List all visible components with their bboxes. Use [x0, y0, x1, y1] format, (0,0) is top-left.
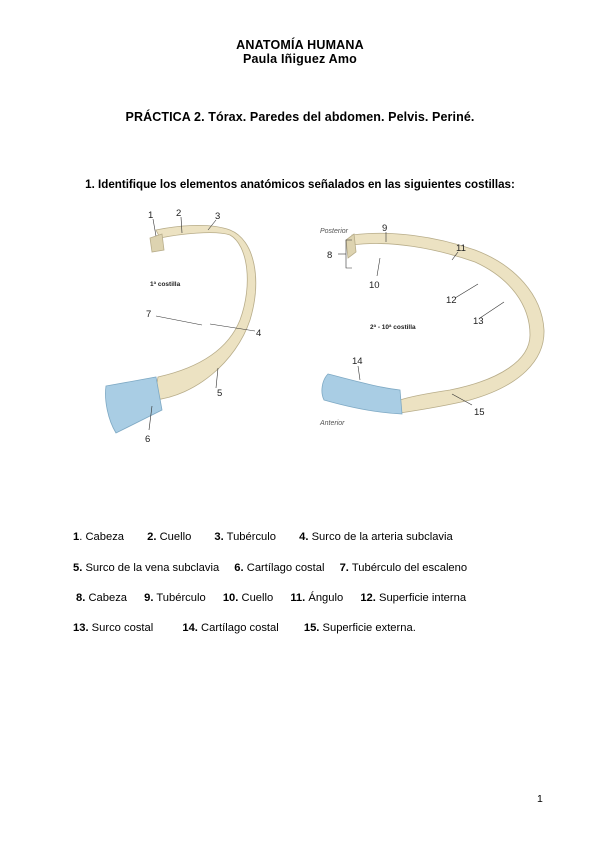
answer-6: 6. Cartílago costal [234, 562, 325, 574]
fig-number-4: 4 [256, 328, 262, 339]
typical-rib-illustration [319, 223, 544, 427]
answers-row-3 [76, 592, 466, 604]
leader-14 [358, 366, 360, 380]
posterior-label: Posterior [320, 228, 349, 235]
document-title: ANATOMÍA HUMANA [236, 38, 364, 52]
leader-10 [377, 258, 380, 276]
practice-title: PRÁCTICA 2. Tórax. Paredes del abdomen. Pelvis. Periné. [125, 110, 475, 124]
fig-number-6: 6 [145, 434, 151, 445]
anterior-label: Anterior [320, 420, 345, 427]
leader-1 [153, 219, 156, 236]
answer-8: 8. Cabeza [76, 592, 128, 604]
answer-7: 7. Tubérculo del escaleno [339, 562, 468, 574]
fig-number-12: 12 [446, 295, 457, 306]
ribs-figure [90, 200, 560, 450]
fig-number-3: 3 [215, 211, 221, 222]
fig-number-10: 10 [369, 280, 380, 291]
answer-13: 13. Surco costal [73, 622, 154, 634]
leader-12 [455, 284, 478, 298]
first-rib-bone [154, 225, 256, 400]
answer-4: 4. Surco de la arteria subclavia [299, 531, 453, 543]
fig-number-2: 2 [176, 208, 182, 219]
fig-number-15: 15 [474, 407, 485, 418]
fig-number-7: 7 [146, 309, 152, 320]
answer-14: 14. Cartílago costal [182, 622, 279, 634]
answers-row-4 [73, 622, 416, 634]
fig-number-8: 8 [327, 250, 333, 261]
fig-number-9: 9 [382, 223, 388, 234]
answer-5: 5. Surco de la vena subclavia [73, 562, 220, 574]
leader-7 [156, 316, 202, 325]
leader-13 [480, 302, 504, 318]
answer-10: 10. Cuello [222, 592, 274, 604]
page-number: 1 [537, 793, 543, 805]
answer-1: 1. Cabeza [73, 531, 125, 543]
rib2-caption: 2ª - 10ª costilla [370, 324, 416, 331]
answer-15: 15. Superficie externa. [303, 622, 416, 634]
answers-row-1 [73, 531, 453, 543]
answer-9: 9. Tubérculo [144, 592, 206, 604]
question-text: 1. Identifique los elementos anatómicos señalados en las siguientes costillas: [85, 178, 515, 191]
answer-11: 11. Ángulo [290, 592, 344, 604]
answer-12: 12. Superficie interna [360, 592, 467, 604]
fig-number-11: 11 [456, 243, 466, 254]
rib1-caption: 1ª costilla [150, 281, 181, 288]
first-rib-head [150, 234, 164, 252]
fig-number-5: 5 [217, 388, 223, 399]
fig-number-14: 14 [352, 356, 363, 367]
typical-rib-head [346, 234, 356, 258]
author-name: Paula Iñiguez Amo [242, 52, 358, 66]
answer-3: 3. Tubérculo [214, 531, 276, 543]
first-rib-cartilage [105, 377, 162, 433]
fig-number-13: 13 [473, 316, 484, 327]
answer-2: 2. Cuello [147, 531, 192, 543]
first-rib-illustration [105, 208, 261, 445]
fig-number-1: 1 [148, 210, 154, 221]
answers-row-2 [73, 562, 467, 574]
typical-rib-cartilage [322, 374, 402, 414]
